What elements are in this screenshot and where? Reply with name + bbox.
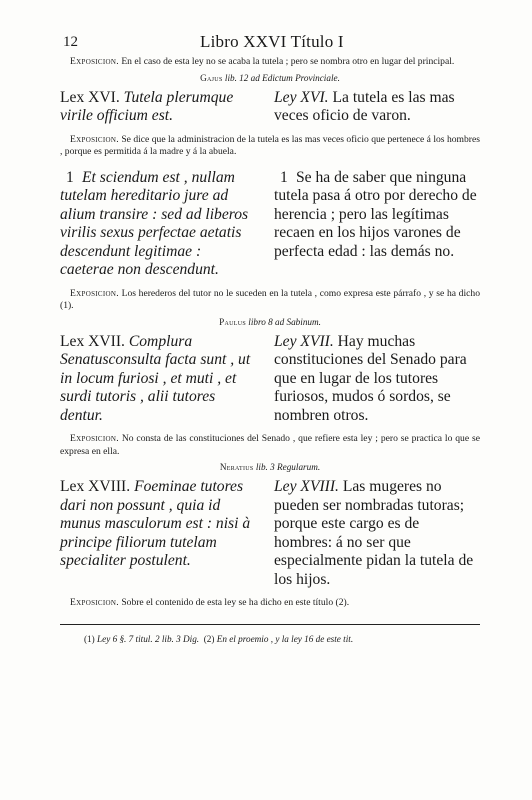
exposicion-1 [60,56,480,69]
paragraph-1-latin: 1 Et sciendum est , nullam tutelam hereditario jure ad alium transire : sed ad liberos virilis sexus perfectae aetatis descendunt legitimae : caeterae non descendunt. [60,168,249,278]
law-17-spanish: Ley XVII. Hay muchas constituciones del Senado para que en lugar de los tutores furiosos, mudos ó sordos, se nombren otros. [274,332,467,424]
footnote-rule [60,624,480,625]
exposicion-4: Exposicion. No consta de las constituciones del Senado , que refiere esta ley ; pero se practica lo que se expresa en ella. [60,433,480,457]
footnote-2-number: (2) [203,634,215,644]
running-head: Libro XXVI Título I [200,32,344,51]
footnote-1-number: (1) [84,634,95,644]
attribution-gajus: Gajus lib. 12 ad Edictum Provinciale. [200,72,340,83]
exposicion-5: Exposicion. Sobre el contenido de esta ley se ha dicho en este título (2). [70,597,350,608]
law-18-latin: Lex XVIII. Foeminae tutores dari non possunt , quia id munus masculorum est : nisi à principe filiorum tutelam specialiter postulent. [60,478,251,569]
page-header [60,28,480,56]
law-16-latin: Lex XVI. Tutela plerumque virile officium est. [60,88,234,124]
law-17 [60,333,480,426]
exposicion-2: Exposicion. Se dice que la administracion de la tutela es las mas veces oficio que pertenece á los hombres , porque es permitida á la madre y á la abuela. [60,133,480,157]
attribution-neratius: Neratius lib. 3 Regularum. [219,462,321,472]
attribution-paulus: Paulus libro 8 ad Sabinum. [219,316,321,327]
page [60,28,480,610]
footnote-2-text: En el proemio , y la ley 16 de este tit. [216,634,354,644]
footnotes [84,634,353,644]
law-16-spanish: Ley XVI. La tutela es las mas veces oficio de varon. [274,88,455,124]
footnote-1-text: Ley 6 §. 7 titul. 2 lib. 3 Dig. [97,634,200,644]
exposicion-text: En el caso de esta ley no se acaba la tutela ; pero se nombra otro en lugar del principal. [121,56,455,67]
exposicion-3: Exposicion. Los herederos del tutor no le suceden en la tutela , como expresa este párrafo , y se ha dicho (1). [60,287,480,311]
paragraph-1 [60,169,480,280]
exposicion-label: Exposicion. [70,56,119,67]
paragraph-1-spanish: 1 Se ha de saber que ninguna tutela pasa á otro por derecho de herencia ; pero las legítimas recaen en los hijos varones de perfecta edad : las demás no. [274,168,477,260]
law-17-latin: Lex XVII. Complura Senatusconsulta facta sunt , ut in locum furiosi , et muti , et surdi tutoris , alii tutores dentur. [60,332,251,424]
page-number: 12 [63,34,78,50]
law-18-spanish: Ley XVIII. Las mugeres no pueden ser nombradas tutoras; porque este cargo es de hombres: á no ser que especialmente pidan la tutela de los hijos. [274,478,474,588]
law-18 [60,478,480,589]
law-16 [60,89,480,126]
